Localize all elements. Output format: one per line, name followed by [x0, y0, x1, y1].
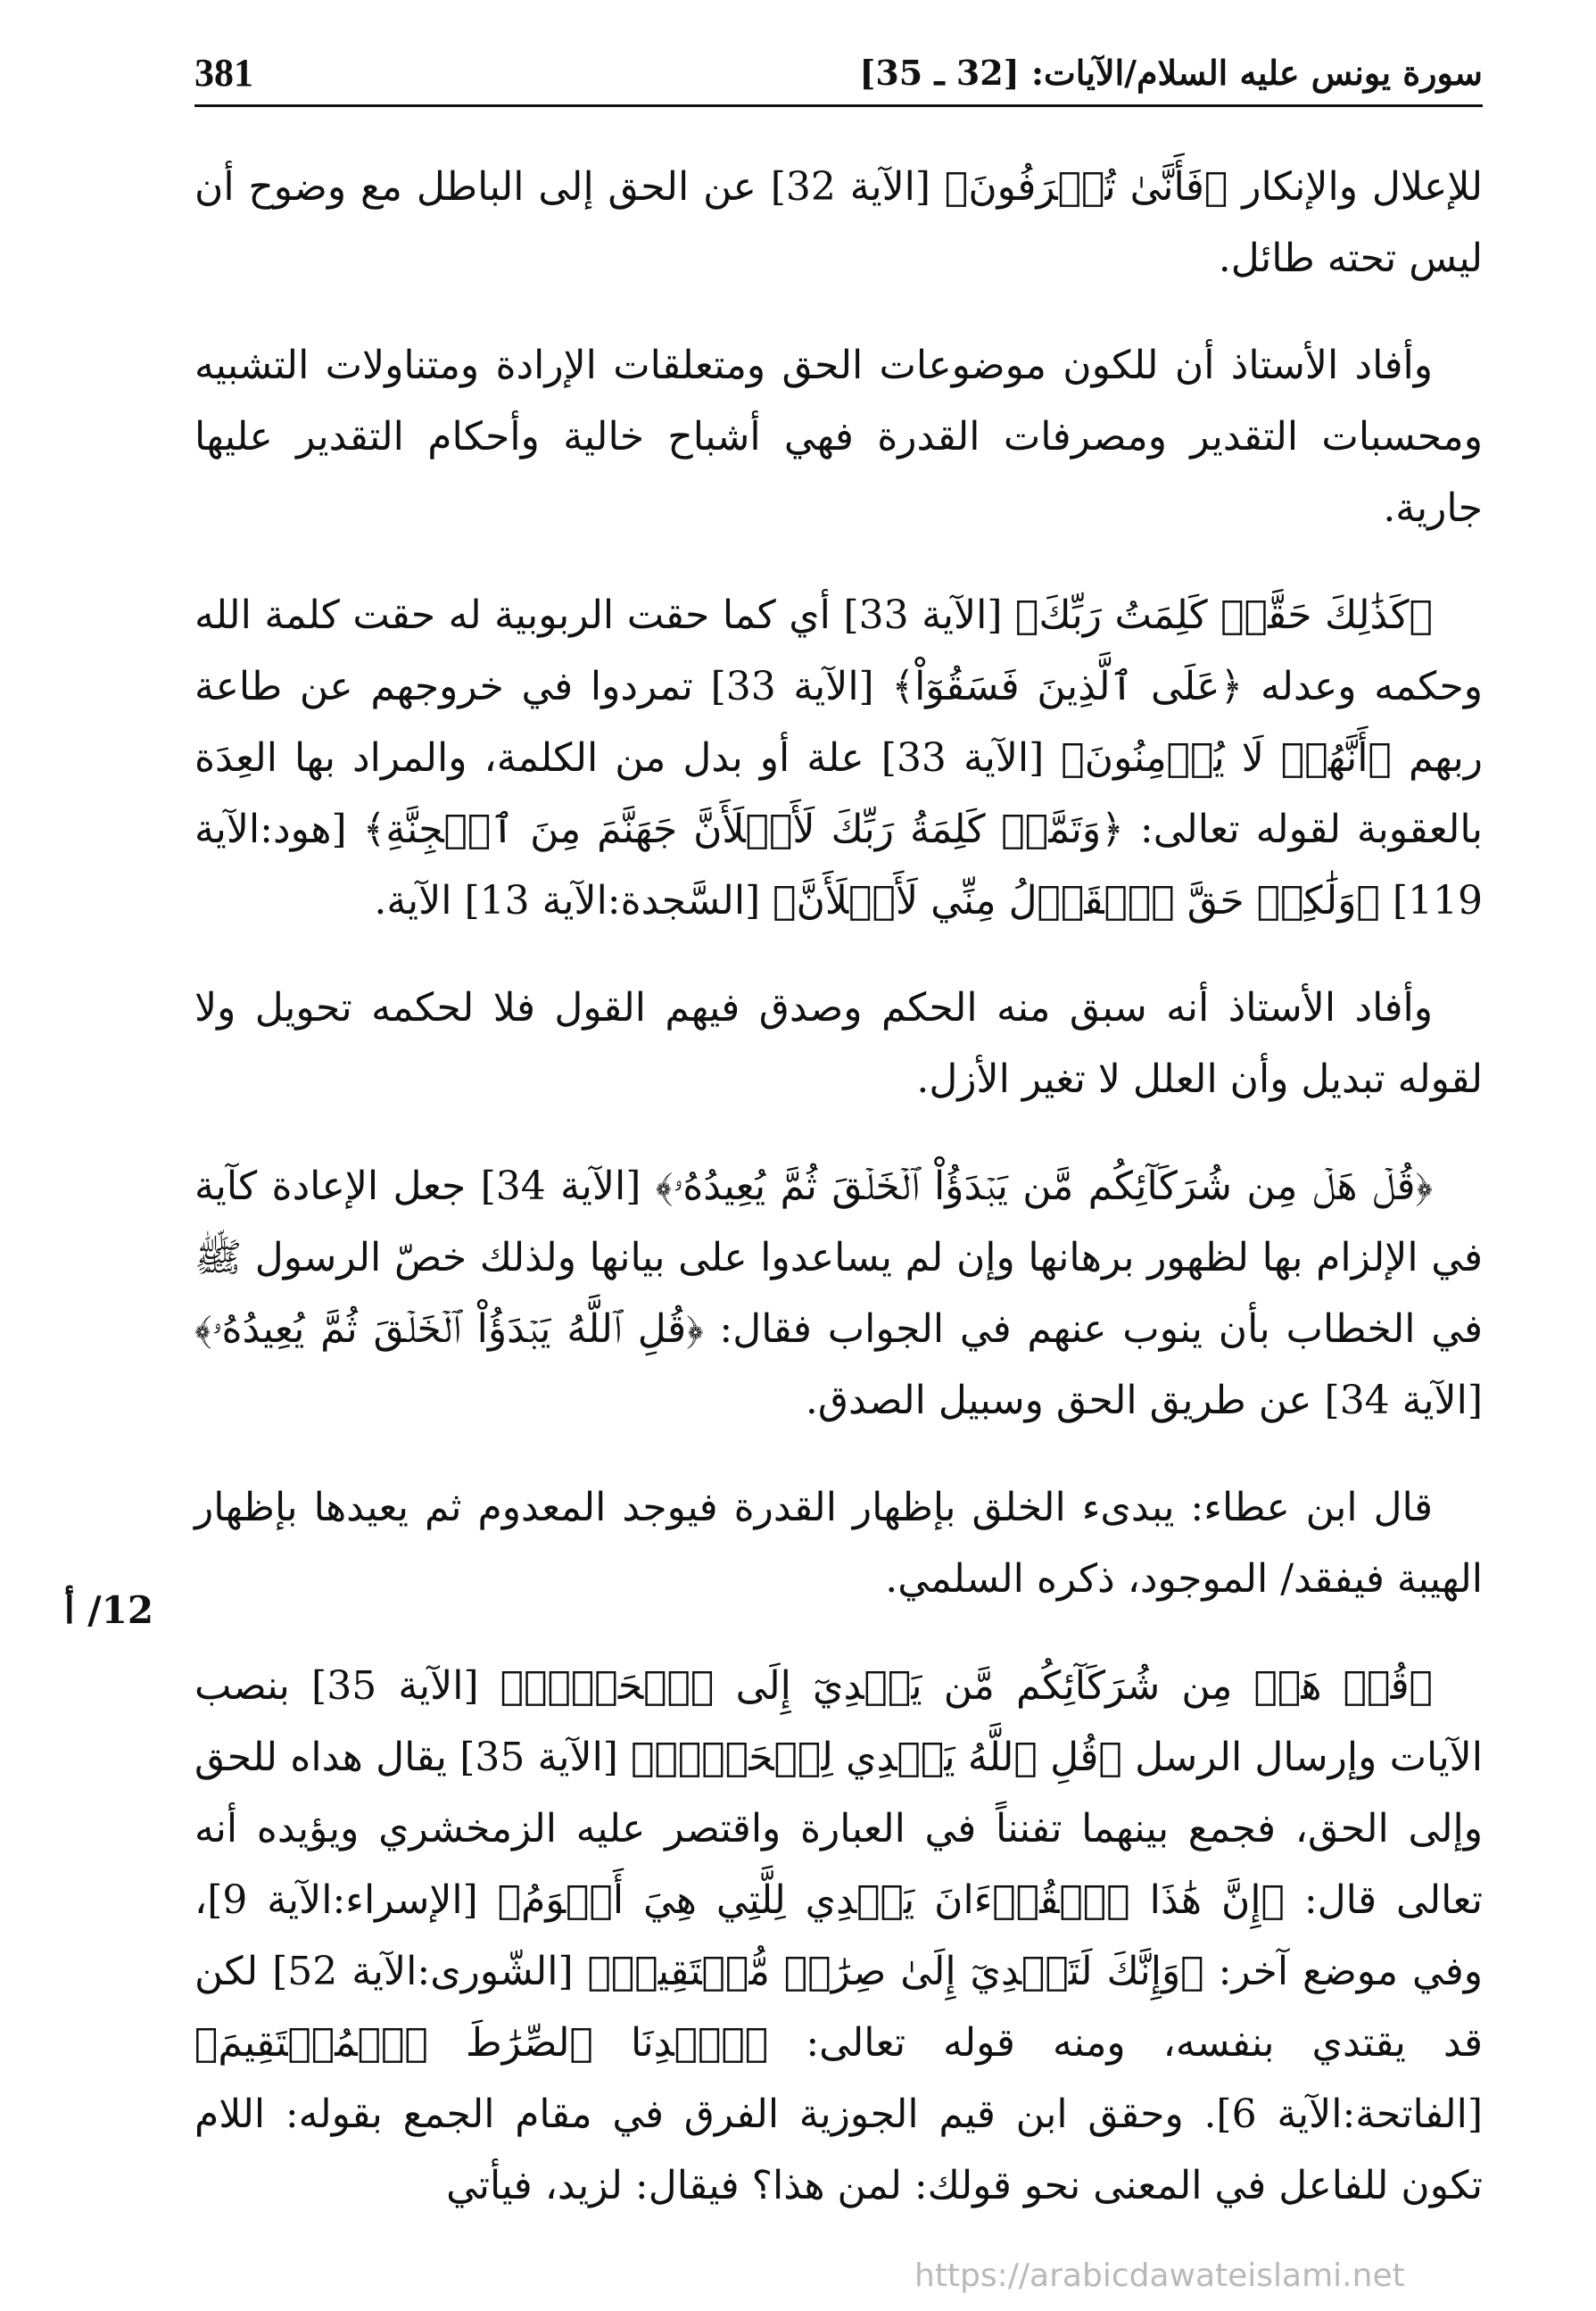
paragraph: قال ابن عطاء: يبدىء الخلق بإظهار القدرة فيوجد المعدوم ثم يعيدها بإظهار الهيبة فيفقد/ الموجود، ذكره السلمي. [194, 1485, 1483, 1602]
paragraph: وأفاد الأستاذ أن للكون موضوعات الحق ومتعلقات الإرادة ومتناولات التشبيه ومحسبات التقدير ومصرفات القدرة فهي أشباح خالية وأحكام التقدير عليها جارية. [194, 343, 1483, 531]
paragraph: ﴿قُلۡ هَلۡ مِن شُرَكَآئِكُم مَّن يَهۡدِيٓ إِلَى ٱلۡحَقِّۚ﴾ [الآية 35] بنصب الآيات وإرسال الرسل ﴿قُلِ ٱللَّهُ يَهۡدِي لِلۡحَقِّۗ﴾ [الآية 35] يقال هداه للحق وإلى الحق، فجمع بينهما تفنناً في العبارة واقتصر عليه الزمخشري ويؤيده أنه تعالى قال: ﴿إِنَّ هَٰذَا ٱلۡقُرۡءَانَ يَهۡدِي لِلَّتِي هِيَ أَقۡوَمُ﴾ [الإسراء:الآية 9]، وفي موضع آخر: ﴿وَإِنَّكَ لَتَهۡدِيٓ إِلَىٰ صِرَٰطٖ مُّسۡتَقِيمٖ﴾ [الشّورى:الآية 52] لكن قد يقتدي بنفسه، ومنه قوله تعالى: ﴿ٱهۡدِنَا ٱلصِّرَٰطَ ٱلۡمُسۡتَقِيمَ﴾ [الفاتحة:الآية 6]. وحقق ابن قيم الجوزية الفرق في مقام الجمع بقوله: اللام تكون للفاعل في المعنى نحو قولك: لمن هذا؟ فيقال: لزيد، فيأتي [194, 1663, 1484, 2208]
running-header [194, 46, 1483, 100]
body-text [194, 152, 1483, 2257]
paragraph: ﴿قُلۡ هَلۡ مِن شُرَكَآئِكُم مَّن يَبۡدَؤُاْ ٱلۡخَلۡقَ ثُمَّ يُعِيدُهُۥ﴾ [الآية 34] جعل الإعادة كآية في الإلزام بها لظهور برهانها وإن لم يساعدوا على بيانها ولذلك خصّ الرسول ﷺ في الخطاب بأن ينوب عنهم في الجواب فقال: ﴿قُلِ ٱللَّهُ يَبۡدَؤُاْ ٱلۡخَلۡقَ ثُمَّ يُعِيدُهُۥ﴾ [الآية 34] عن طريق الحق وسبيل الصدق. [194, 1164, 1483, 1423]
paragraph: ﴿كَذَٰلِكَ حَقَّتۡ كَلِمَتُ رَبِّكَ﴾ [الآية 33] أي كما حقت الربوبية له حقت كلمة الله وحكمه وعدله ﴿عَلَى ٱلَّذِينَ فَسَقُوٓاْ﴾ [الآية 33] تمردوا في خروجهم عن طاعة ربهم ﴿أَنَّهُمۡ لَا يُؤۡمِنُونَ﴾ [الآية 33] علة أو بدل من الكلمة، والمراد بها العِدَة بالعقوبة لقوله تعالى: ﴿وَتَمَّتۡ كَلِمَةُ رَبِّكَ لَأَمۡلَأَنَّ جَهَنَّمَ مِنَ ٱلۡجِنَّةِ﴾ [هود:الآية 119] ﴿وَلَٰكِنۡ حَقَّ ٱلۡقَوۡلُ مِنِّي لَأَمۡلَأَنَّ﴾ [السَّجدة:الآية 13] الآية. [194, 592, 1483, 924]
paragraph: للإعلال والإنكار ﴿فَأَنَّىٰ تُصۡرَفُونَ﴾ [الآية 32] عن الحق إلى الباطل مع وضوح أن ليس تحته طائل. [194, 164, 1483, 281]
page-number: 381 [194, 51, 253, 95]
paragraph: وأفاد الأستاذ أنه سبق منه الحكم وصدق فيهم القول فلا لحكمه تحويل ولا لقوله تبديل وأن العلل لا تغير الأزل. [194, 985, 1483, 1102]
header-title: سورة يونس عليه السلام/الآيات: [32 ـ 35] [859, 53, 1483, 93]
watermark-url: https://arabicdawateislami.net [914, 2257, 1405, 2294]
manuscript-folio-note: 12/ أ [64, 1588, 154, 1632]
header-rule [194, 104, 1483, 107]
